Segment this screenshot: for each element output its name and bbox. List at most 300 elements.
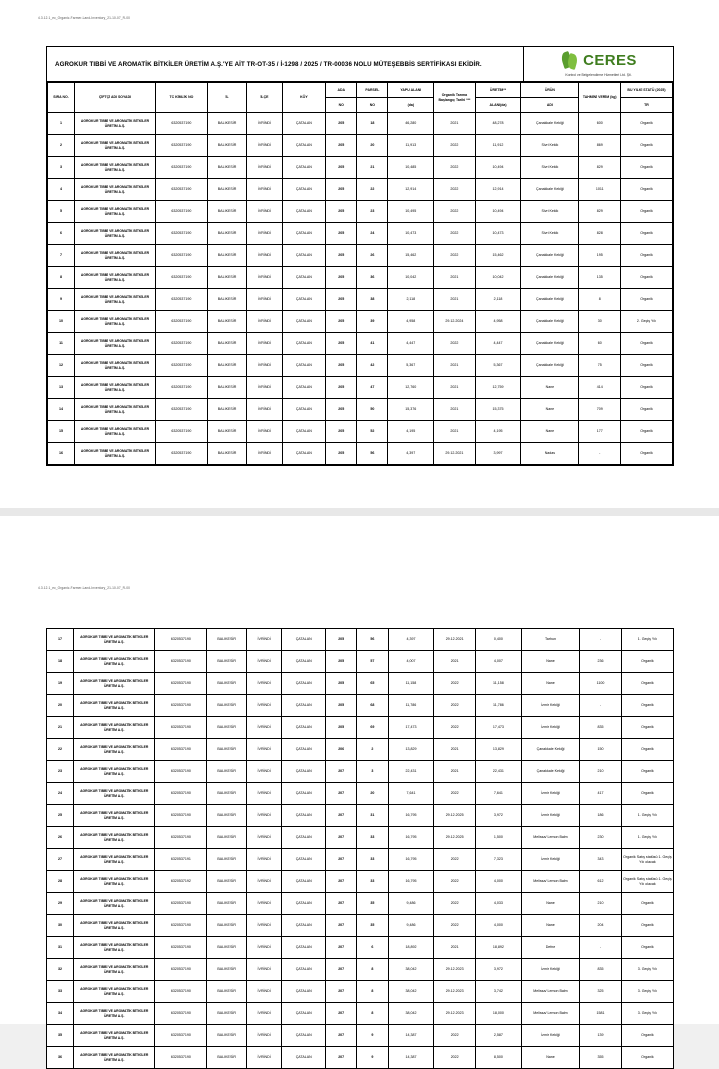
cell-sira: 4 <box>48 179 75 201</box>
table-row <box>47 629 674 651</box>
cell-ilce: İVRİNDİ <box>247 311 282 333</box>
cell-tc: 6320537190 <box>155 761 207 783</box>
cell-uretim-alani: 4,007 <box>476 651 522 673</box>
cell-urun: Çanakkale Kekiği <box>521 739 579 761</box>
cell-tc: 6320537190 <box>155 1025 207 1047</box>
cell-tc: 6320537190 <box>155 783 207 805</box>
cell-koy: ÇATALAN <box>282 893 326 915</box>
cell-uretim-alani: 10,473 <box>475 223 521 245</box>
cell-parsel: 39 <box>357 311 388 333</box>
cell-yapi-alani: 4,397 <box>388 629 434 651</box>
cell-il: BALIKESİR <box>207 1003 247 1025</box>
cell-ciftci: AGROKUR TIBBİ VE AROMATİK BİTKİLER ÜRETİM A.Ş. <box>74 179 155 201</box>
cell-uretim-alani: 3,997 <box>475 443 521 465</box>
cell-yapi-alani: 14,387 <box>388 1025 434 1047</box>
cell-yapi-alani: 5,367 <box>388 355 434 377</box>
cell-il: BALIKESİR <box>207 311 246 333</box>
document-header <box>47 47 673 82</box>
cell-parsel: 20 <box>357 135 388 157</box>
cell-tahmini-verim: 1100 <box>580 673 622 695</box>
cell-ilce: İVRİNDİ <box>247 421 282 443</box>
cell-il: BALIKESİR <box>207 959 247 981</box>
cell-koy: ÇATALAN <box>282 377 326 399</box>
cell-sira: 10 <box>48 311 75 333</box>
table-body-page-1 <box>48 113 673 465</box>
cell-koy: ÇATALAN <box>282 651 326 673</box>
cell-organik-tarih: 29.12.2023 <box>434 1003 476 1025</box>
cell-il: BALIKESİR <box>207 355 246 377</box>
cell-il: BALIKESİR <box>207 157 246 179</box>
cell-ilce: İVRİNDİ <box>247 179 282 201</box>
cell-il: BALIKESİR <box>207 937 247 959</box>
cell-tahmini-verim: 343 <box>580 849 622 871</box>
cell-ciftci: AGROKUR TIBBİ VE AROMATİK BİTKİLER ÜRETİM A.Ş. <box>74 245 155 267</box>
cell-parsel: 68 <box>357 695 388 717</box>
cell-yapi-alani: 4,447 <box>388 333 434 355</box>
table-row <box>47 871 674 893</box>
cell-parsel: 23 <box>357 201 388 223</box>
cell-tc: 6320537190 <box>155 893 207 915</box>
cell-koy: ÇATALAN <box>282 937 326 959</box>
cell-sira: 1 <box>48 113 75 135</box>
document-page-1 <box>0 0 719 508</box>
cell-ilce: İVRİNDİ <box>246 717 281 739</box>
cell-ada: 205 <box>326 135 357 157</box>
cell-urun: Sivri Kekik <box>521 223 579 245</box>
cell-tahmini-verim: 828 <box>579 223 621 245</box>
cell-koy: ÇATALAN <box>282 871 326 893</box>
cell-ilce: İVRİNDİ <box>246 1025 281 1047</box>
logo-wordmark: CERES <box>583 52 637 70</box>
table-row <box>48 135 673 157</box>
cell-durum: Organik <box>621 1025 673 1047</box>
cell-sira: 18 <box>47 651 74 673</box>
cell-sira: 2 <box>48 135 75 157</box>
cell-ada: 207 <box>326 959 357 981</box>
cell-ciftci: AGROKUR TIBBİ VE AROMATİK BİTKİLER ÜRETİM A.Ş. <box>74 783 155 805</box>
cell-sira: 24 <box>47 783 74 805</box>
cell-koy: ÇATALAN <box>282 333 326 355</box>
cell-durum: 1. Geçiş Yılı <box>621 629 673 651</box>
cell-tc: 6320537191 <box>155 849 207 871</box>
cell-ciftci: AGROKUR TIBBİ VE AROMATİK BİTKİLER ÜRETİM A.Ş. <box>74 333 155 355</box>
cell-sira: 15 <box>48 421 75 443</box>
cell-ciftci: AGROKUR TIBBİ VE AROMATİK BİTKİLER ÜRETİM A.Ş. <box>74 761 155 783</box>
cell-organik-tarih: 2022 <box>434 245 476 267</box>
cell-parsel: 65 <box>357 673 388 695</box>
cell-ada: 205 <box>326 201 357 223</box>
cell-uretim-alani: 4,195 <box>475 421 521 443</box>
cell-il: BALIKESİR <box>207 849 247 871</box>
cell-durum: Organik <box>621 1047 673 1069</box>
cell-uretim-alani: 18,892 <box>476 937 522 959</box>
table-body-page-2 <box>47 629 674 1069</box>
cell-ilce: İVRİNDİ <box>247 245 282 267</box>
cell-koy: ÇATALAN <box>282 673 326 695</box>
cell-ilce: İVRİNDİ <box>246 629 281 651</box>
cell-urun: İzmir Kekiği <box>521 783 579 805</box>
cell-il: BALIKESİR <box>207 245 246 267</box>
cell-ilce: İVRİNDİ <box>246 739 281 761</box>
cell-tahmini-verim: 414 <box>579 377 621 399</box>
cell-organik-tarih: 2022 <box>434 849 476 871</box>
cell-tahmini-verim: 60 <box>579 333 621 355</box>
cell-ilce: İVRİNDİ <box>247 223 282 245</box>
cell-ada: 205 <box>326 223 357 245</box>
table-row <box>47 915 674 937</box>
cell-il: BALIKESİR <box>207 651 247 673</box>
cell-tahmini-verim: 869 <box>579 135 621 157</box>
cell-urun: Çanakkale Kekiği <box>521 289 579 311</box>
cell-uretim-alani: 48,278 <box>475 113 521 135</box>
cell-ada: 207 <box>326 893 357 915</box>
cell-sira: 19 <box>47 673 74 695</box>
cell-urun: İzmir Kekiği <box>521 959 579 981</box>
cell-urun: Çanakkale Kekiği <box>521 245 579 267</box>
cell-tahmini-verim: 829 <box>579 157 621 179</box>
cell-yapi-alani: 10,473 <box>388 223 434 245</box>
cell-ciftci: AGROKUR TIBBİ VE AROMATİK BİTKİLER ÜRETİM A.Ş. <box>74 355 155 377</box>
cell-ada: 207 <box>326 915 357 937</box>
table-row <box>48 399 673 421</box>
cell-koy: ÇATALAN <box>282 959 326 981</box>
cell-durum: Organik <box>621 937 673 959</box>
cell-il: BALIKESİR <box>207 1025 247 1047</box>
cell-ciftci: AGROKUR TIBBİ VE AROMATİK BİTKİLER ÜRETİM A.Ş. <box>74 717 155 739</box>
cell-organik-tarih: 29.12.2023 <box>434 981 476 1003</box>
cell-tahmini-verim: 417 <box>580 783 622 805</box>
cell-uretim-alani: 3,972 <box>476 805 522 827</box>
cell-il: BALIKESİR <box>207 333 246 355</box>
cell-parsel: 33 <box>357 871 388 893</box>
cell-tc: 6320537190 <box>155 267 207 289</box>
cell-tc: 6320537190 <box>155 651 207 673</box>
cell-ada: 205 <box>326 443 357 465</box>
cell-durum: Organik <box>621 651 673 673</box>
cell-tc: 6320537192 <box>155 871 207 893</box>
cell-tahmini-verim: 8 <box>579 289 621 311</box>
cell-ada: 205 <box>326 113 357 135</box>
cell-durum: Organik <box>621 695 673 717</box>
cell-sira: 12 <box>48 355 75 377</box>
col-header-sira: SIRA NO. <box>48 83 75 113</box>
table-row <box>47 937 674 959</box>
cell-koy: ÇATALAN <box>282 1047 326 1069</box>
cell-tahmini-verim: 709 <box>579 399 621 421</box>
cell-il: BALIKESİR <box>207 443 246 465</box>
cell-uretim-alani: 4,000 <box>476 871 522 893</box>
cell-organik-tarih: 2021 <box>434 937 476 959</box>
cell-durum: 3. Geçiş Yılı <box>621 1003 673 1025</box>
cell-organik-tarih: 2021 <box>434 377 476 399</box>
leaf-icon <box>560 51 580 71</box>
col-subheader-uretim-unit: ALANI(da) <box>475 98 521 113</box>
cell-durum: 2. Geçiş Yılı <box>620 311 672 333</box>
cell-sira: 5 <box>48 201 75 223</box>
cell-organik-tarih: 2021 <box>434 355 476 377</box>
cell-organik-tarih: 29.12.2024 <box>434 311 476 333</box>
cell-durum: Organik <box>620 223 672 245</box>
cell-durum: Organik <box>620 377 672 399</box>
col-header-yapi-alani: YAPU ALANI <box>388 83 434 98</box>
cell-ada: 205 <box>326 377 357 399</box>
cell-urun: İzmir Kekiği <box>521 717 579 739</box>
cell-il: BALIKESİR <box>207 915 247 937</box>
cell-durum: Organik <box>620 113 672 135</box>
cell-parsel: 50 <box>357 399 388 421</box>
cell-durum: 1. Geçiş Yılı <box>621 805 673 827</box>
cell-tahmini-verim: 835 <box>580 717 622 739</box>
cell-durum: 1. Geçiş Yılı <box>621 827 673 849</box>
cell-durum: Organik <box>621 783 673 805</box>
cell-ilce: İVRİNDİ <box>247 113 282 135</box>
cell-urun: Melissa/ Lemon Balm <box>521 827 579 849</box>
cell-tahmini-verim: 236 <box>580 651 622 673</box>
cell-yapi-alani: 22,431 <box>388 761 434 783</box>
cell-urun: İzmir Kekiği <box>521 849 579 871</box>
cell-sira: 32 <box>47 959 74 981</box>
cell-yapi-alani: 13,829 <box>388 739 434 761</box>
cell-parsel: 35 <box>357 893 388 915</box>
cell-organik-tarih: 29.12.2023 <box>434 959 476 981</box>
cell-koy: ÇATALAN <box>282 1003 326 1025</box>
ceres-logo <box>523 47 673 81</box>
col-header-tc: TC KİMLİK NO <box>155 83 207 113</box>
cell-organik-tarih: 2022 <box>434 201 476 223</box>
col-header-tahmini-verim: TAHMİNİ VERİM (kg) <box>579 83 621 113</box>
cell-urun: Nane <box>521 399 579 421</box>
cell-ada: 205 <box>326 673 357 695</box>
cell-il: BALIKESİR <box>207 673 247 695</box>
cell-durum: Organik <box>620 355 672 377</box>
cell-ciftci: AGROKUR TIBBİ VE AROMATİK BİTKİLER ÜRETİM A.Ş. <box>74 113 155 135</box>
cell-ilce: İVRİNDİ <box>247 289 282 311</box>
col-header-parsel-group: PARSEL <box>357 83 388 98</box>
cell-parsel: 56 <box>357 443 388 465</box>
cell-durum: Organik <box>620 179 672 201</box>
cell-ilce: İVRİNDİ <box>247 333 282 355</box>
cell-il: BALIKESİR <box>207 201 246 223</box>
cell-ada: 207 <box>326 827 357 849</box>
cell-tahmini-verim: 355 <box>580 1047 622 1069</box>
cell-sira: 8 <box>48 267 75 289</box>
cell-yapi-alani: 7,641 <box>388 783 434 805</box>
cell-koy: ÇATALAN <box>282 739 326 761</box>
cell-ada: 206 <box>326 739 357 761</box>
cell-il: BALIKESİR <box>207 783 247 805</box>
cell-ada: 207 <box>326 871 357 893</box>
cell-durum: Organik <box>620 135 672 157</box>
cell-ilce: İVRİNDİ <box>246 893 281 915</box>
cell-ciftci: AGROKUR TIBBİ VE AROMATİK BİTKİLER ÜRETİM A.Ş. <box>74 201 155 223</box>
cell-tc: 6320537190 <box>155 937 207 959</box>
cell-il: BALIKESİR <box>207 981 247 1003</box>
cell-organik-tarih: 2021 <box>434 267 476 289</box>
cell-durum: 3. Geçiş Yılı <box>621 959 673 981</box>
col-header-organik-tarim: Organik Tarıma Başlangıç Tarihi *** <box>434 83 476 113</box>
cell-tc: 6320537190 <box>155 673 207 695</box>
cell-il: BALIKESİR <box>207 179 246 201</box>
cell-durum: Organik <box>621 893 673 915</box>
cell-il: BALIKESİR <box>207 1047 247 1069</box>
table-row <box>48 443 673 465</box>
cell-sira: 36 <box>47 1047 74 1069</box>
cell-yapi-alani: 10,495 <box>388 201 434 223</box>
cell-tahmini-verim: 612 <box>580 871 622 893</box>
cell-ciftci: AGROKUR TIBBİ VE AROMATİK BİTKİLER ÜRETİM A.Ş. <box>74 827 155 849</box>
cell-urun: Çanakkale Kekiği <box>521 179 579 201</box>
cell-parsel: 8 <box>357 959 388 981</box>
cell-uretim-alani: 10,042 <box>475 267 521 289</box>
logo-lockup <box>560 51 637 71</box>
cell-uretim-alani: 11,158 <box>476 673 522 695</box>
table-row <box>47 783 674 805</box>
table-row <box>48 113 673 135</box>
cell-uretim-alani: 22,431 <box>476 761 522 783</box>
cell-durum: Organik <box>620 245 672 267</box>
cell-urun: Defne <box>521 937 579 959</box>
cell-tahmini-verim: - <box>580 629 622 651</box>
table-row <box>47 893 674 915</box>
cell-sira: 33 <box>47 981 74 1003</box>
cell-tc: 6320537190 <box>155 421 207 443</box>
cell-yapi-alani: 16,795 <box>388 827 434 849</box>
table-row <box>48 245 673 267</box>
col-subheader-urun-adi: ADI <box>521 98 579 113</box>
cell-uretim-alani: 7,323 <box>476 849 522 871</box>
cell-ciftci: AGROKUR TIBBİ VE AROMATİK BİTKİLER ÜRETİM A.Ş. <box>74 805 155 827</box>
cell-tahmini-verim: 195 <box>579 245 621 267</box>
cell-sira: 20 <box>47 695 74 717</box>
cell-organik-tarih: 2022 <box>434 1025 476 1047</box>
cell-organik-tarih: 2022 <box>434 915 476 937</box>
cell-sira: 29 <box>47 893 74 915</box>
cell-urun: Çanakkale Kekiği <box>521 761 579 783</box>
cell-urun: Nane <box>521 915 579 937</box>
cell-ciftci: AGROKUR TIBBİ VE AROMATİK BİTKİLER ÜRETİM A.Ş. <box>74 421 155 443</box>
cell-parsel: 26 <box>357 245 388 267</box>
cell-ilce: İVRİNDİ <box>246 651 281 673</box>
cell-uretim-alani: 3,972 <box>476 959 522 981</box>
cell-tc: 6320537190 <box>155 157 207 179</box>
cell-sira: 11 <box>48 333 75 355</box>
cell-organik-tarih: 2021 <box>434 421 476 443</box>
cell-tc: 6320537190 <box>155 695 207 717</box>
cell-ilce: İVRİNDİ <box>246 915 281 937</box>
cell-ciftci: AGROKUR TIBBİ VE AROMATİK BİTKİLER ÜRETİM A.Ş. <box>74 915 155 937</box>
cell-ada: 207 <box>326 1025 357 1047</box>
cell-ada: 207 <box>326 937 357 959</box>
cell-il: BALIKESİR <box>207 135 246 157</box>
cell-sira: 25 <box>47 805 74 827</box>
cell-durum: Organik <box>621 673 673 695</box>
cell-il: BALIKESİR <box>207 717 247 739</box>
cell-uretim-alani: 1,500 <box>476 827 522 849</box>
cell-yapi-alani: 38,042 <box>388 959 434 981</box>
cell-uretim-alani: 7,641 <box>476 783 522 805</box>
table-row <box>47 805 674 827</box>
cell-organik-tarih: 2022 <box>434 893 476 915</box>
cell-tahmini-verim: 835 <box>580 959 622 981</box>
cell-parsel: 47 <box>357 377 388 399</box>
col-header-il: İL <box>207 83 246 113</box>
cell-ada: 205 <box>326 267 357 289</box>
cell-parsel: 22 <box>357 179 388 201</box>
cell-il: BALIKESİR <box>207 399 246 421</box>
table-row <box>47 1003 674 1025</box>
table-row <box>48 179 673 201</box>
cell-tc: 6320537190 <box>155 1047 207 1069</box>
cell-urun: Melissa/ Lemon Balm <box>521 871 579 893</box>
cell-tahmini-verim: 204 <box>580 915 622 937</box>
cell-ada: 207 <box>326 981 357 1003</box>
table-row <box>47 673 674 695</box>
cell-parsel: 6 <box>357 937 388 959</box>
cell-sira: 6 <box>48 223 75 245</box>
cell-uretim-alani: 4,033 <box>476 893 522 915</box>
col-header-ada-group: ADA <box>326 83 357 98</box>
col-subheader-ada-no: NO <box>326 98 357 113</box>
cell-organik-tarih: 2021 <box>434 113 476 135</box>
cell-sira: 9 <box>48 289 75 311</box>
cell-tc: 6320537190 <box>155 223 207 245</box>
cell-yapi-alani: 11,158 <box>388 673 434 695</box>
cell-ada: 207 <box>326 1047 357 1069</box>
col-header-ilce: İLÇE <box>247 83 282 113</box>
cell-organik-tarih: 2021 <box>434 651 476 673</box>
cell-tahmini-verim: 30 <box>579 311 621 333</box>
cell-uretim-alani: 13,829 <box>476 739 522 761</box>
cell-yapi-alani: 10,042 <box>388 267 434 289</box>
cell-durum: 3. Geçiş Yılı <box>621 981 673 1003</box>
table-row <box>47 849 674 871</box>
table-row <box>47 717 674 739</box>
cell-ada: 205 <box>326 695 357 717</box>
cell-urun: Nane <box>521 377 579 399</box>
cell-tc: 6320537190 <box>155 135 207 157</box>
cell-tc: 6320537190 <box>155 1003 207 1025</box>
file-reference-tag: 4.3.12.1_ec_Organic-Farmer-Land-Inventory_21-10-07_R-00 <box>38 16 130 20</box>
cell-urun: Sivri Kekik <box>521 157 579 179</box>
cell-organik-tarih: 2021 <box>434 739 476 761</box>
cell-parsel: 57 <box>357 651 388 673</box>
cell-parsel: 35 <box>357 915 388 937</box>
cell-sira: 21 <box>47 717 74 739</box>
cell-sira: 16 <box>48 443 75 465</box>
cell-uretim-alani: 4,447 <box>475 333 521 355</box>
cell-ada: 205 <box>326 355 357 377</box>
cell-tc: 6320537190 <box>155 443 207 465</box>
cell-parsel: 9 <box>357 1025 388 1047</box>
cell-parsel: 9 <box>357 1047 388 1069</box>
cell-il: BALIKESİR <box>207 805 247 827</box>
cell-ada: 205 <box>326 311 357 333</box>
cell-yapi-alani: 11,913 <box>388 135 434 157</box>
cell-tc: 6320537190 <box>155 915 207 937</box>
cell-uretim-alani: 15,375 <box>475 399 521 421</box>
cell-koy: ÇATALAN <box>282 421 326 443</box>
cell-ilce: İVRİNDİ <box>247 443 282 465</box>
cell-ciftci: AGROKUR TIBBİ VE AROMATİK BİTKİLER ÜRETİM A.Ş. <box>74 267 155 289</box>
cell-parsel: 36 <box>357 267 388 289</box>
cell-parsel: 69 <box>357 717 388 739</box>
cell-ciftci: AGROKUR TIBBİ VE AROMATİK BİTKİLER ÜRETİM A.Ş. <box>74 1025 155 1047</box>
land-inventory-table-page-1 <box>47 82 673 465</box>
cell-tc: 6320537190 <box>155 245 207 267</box>
cell-sira: 7 <box>48 245 75 267</box>
cell-yapi-alani: 46,280 <box>388 113 434 135</box>
col-subheader-parsel-no: NO <box>357 98 388 113</box>
